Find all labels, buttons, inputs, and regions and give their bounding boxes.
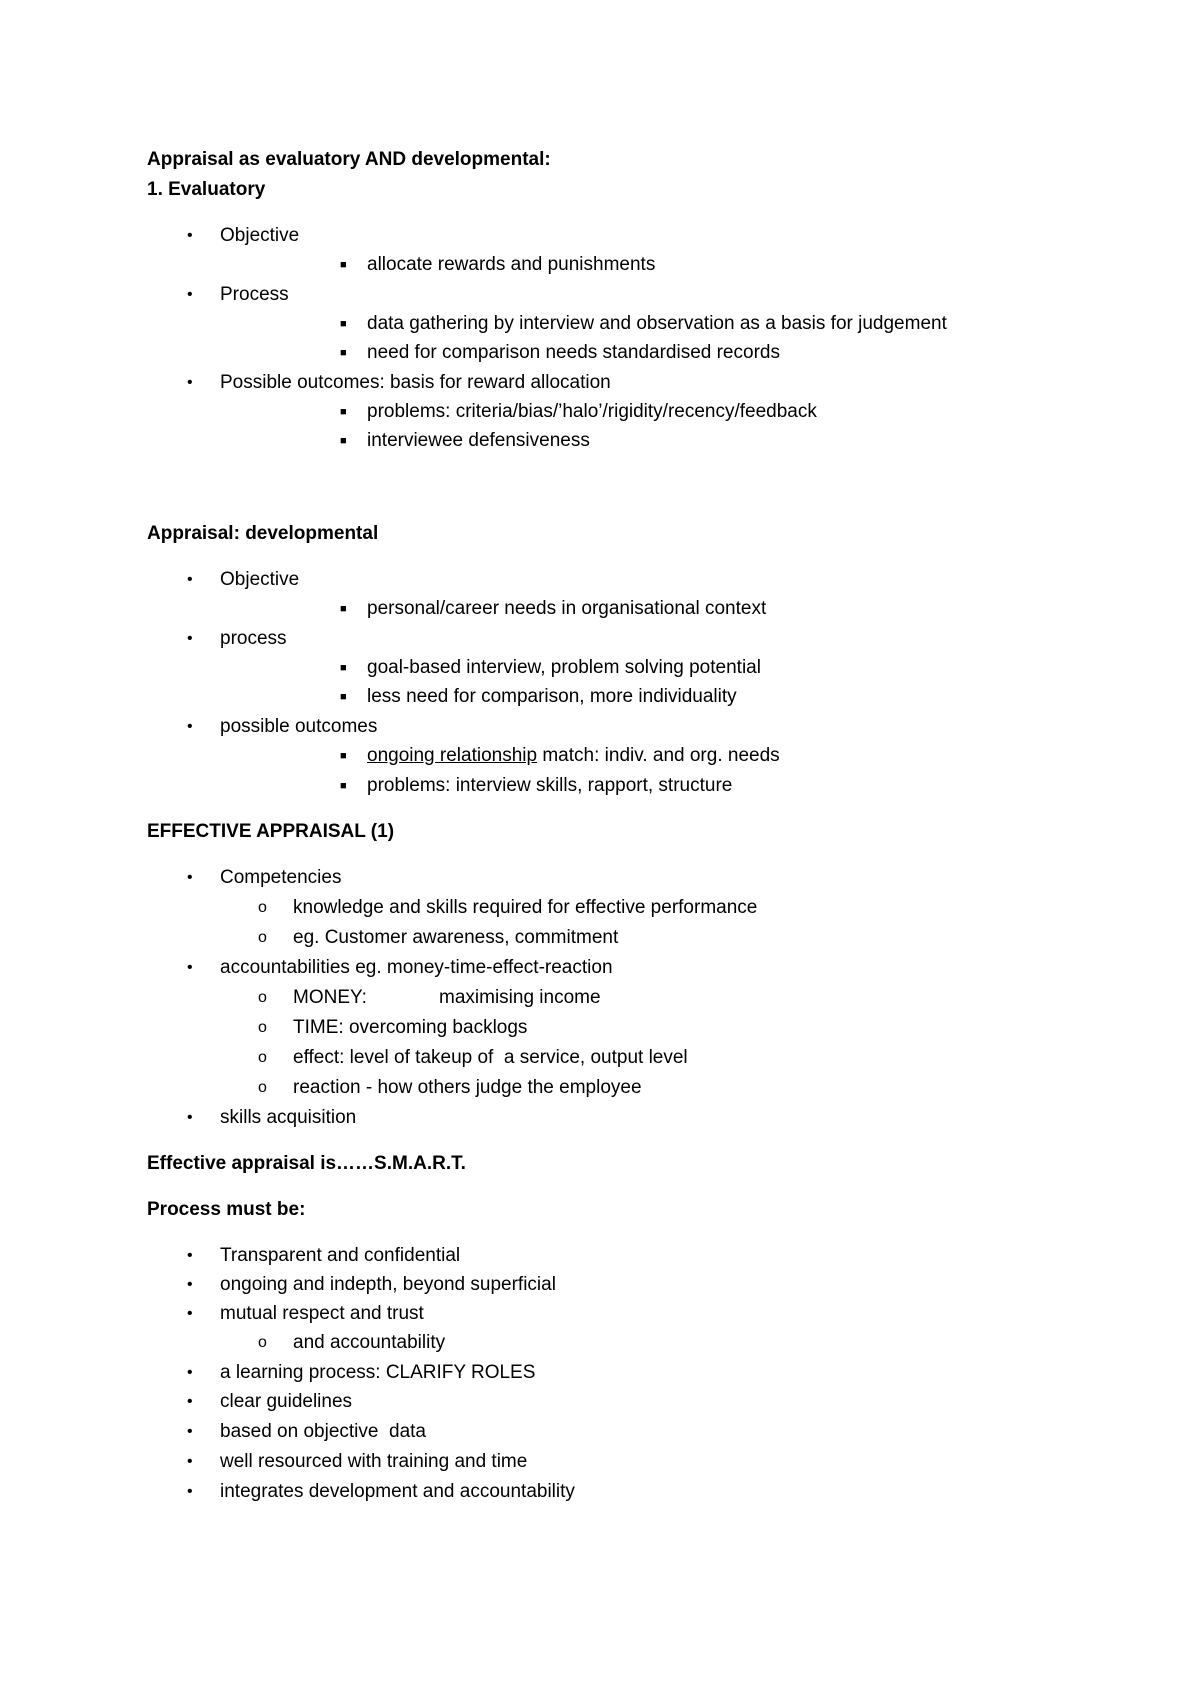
square-bullet-icon: ■ xyxy=(340,603,347,615)
bullet-icon: • xyxy=(187,571,193,588)
list-item: ongoing and indepth, beyond superficial xyxy=(220,1274,556,1295)
list-item: goal-based interview, problem solving potential xyxy=(367,657,761,678)
bullet-icon: • xyxy=(187,1393,193,1410)
bullet-icon: • xyxy=(187,630,193,647)
list-item: process xyxy=(220,628,287,649)
list-item xyxy=(367,744,780,768)
heading-appraisal-developmental: Appraisal: developmental xyxy=(147,523,379,544)
list-item: personal/career needs in organisational context xyxy=(367,598,767,619)
square-bullet-icon: ■ xyxy=(340,780,347,792)
circle-bullet-icon: o xyxy=(258,989,267,1006)
underlined-text: ongoing relationship xyxy=(367,745,538,766)
list-item: skills acquisition xyxy=(220,1107,357,1128)
list-item: less need for comparison, more individuality xyxy=(367,686,737,707)
list-item-label: MONEY: xyxy=(293,987,367,1008)
square-bullet-icon: ■ xyxy=(340,750,347,762)
bullet-icon: • xyxy=(187,1276,193,1293)
circle-bullet-icon: o xyxy=(258,1334,267,1351)
list-item-text: match: indiv. and org. needs xyxy=(537,745,780,766)
smart-statement: Effective appraisal is……S.M.A.R.T. xyxy=(147,1153,466,1174)
list-item: integrates development and accountability xyxy=(220,1481,575,1502)
list-item: data gathering by interview and observation as a basis for judgement xyxy=(367,313,947,334)
bullet-icon: • xyxy=(187,1247,193,1264)
square-bullet-icon: ■ xyxy=(340,259,347,271)
list-item: possible outcomes xyxy=(220,716,378,737)
list-item: effect: level of takeup of a service, output level xyxy=(293,1047,688,1068)
square-bullet-icon: ■ xyxy=(340,318,347,330)
bullet-icon: • xyxy=(187,1305,193,1322)
list-item: Process xyxy=(220,284,289,305)
list-item: problems: interview skills, rapport, structure xyxy=(367,775,733,796)
bullet-icon: • xyxy=(187,1423,193,1440)
bullet-icon: • xyxy=(187,959,193,976)
list-item: a learning process: CLARIFY ROLES xyxy=(220,1362,536,1383)
subheading-evaluatory: 1. Evaluatory xyxy=(147,179,266,200)
list-item: interviewee defensiveness xyxy=(367,430,590,451)
heading-appraisal-evaluatory-developmental: Appraisal as evaluatory AND developmental: xyxy=(147,149,551,170)
list-item: well resourced with training and time xyxy=(220,1451,528,1472)
list-item: and accountability xyxy=(293,1332,446,1353)
circle-bullet-icon: o xyxy=(258,1049,267,1066)
list-item: Transparent and confidential xyxy=(220,1245,461,1266)
list-item: based on objective data xyxy=(220,1421,426,1442)
circle-bullet-icon: o xyxy=(258,1079,267,1096)
list-item: Objective xyxy=(220,225,300,246)
circle-bullet-icon: o xyxy=(258,1019,267,1036)
bullet-icon: • xyxy=(187,1483,193,1500)
circle-bullet-icon: o xyxy=(258,899,267,916)
list-item: mutual respect and trust xyxy=(220,1303,424,1324)
square-bullet-icon: ■ xyxy=(340,691,347,703)
bullet-icon: • xyxy=(187,869,193,886)
list-item: TIME: overcoming backlogs xyxy=(293,1017,528,1038)
list-item: eg. Customer awareness, commitment xyxy=(293,927,619,948)
bullet-icon: • xyxy=(187,1109,193,1126)
bullet-icon: • xyxy=(187,718,193,735)
list-item: allocate rewards and punishments xyxy=(367,254,656,275)
bullet-icon: • xyxy=(187,1453,193,1470)
list-item: reaction - how others judge the employee xyxy=(293,1077,642,1098)
heading-effective-appraisal: EFFECTIVE APPRAISAL (1) xyxy=(147,821,395,842)
square-bullet-icon: ■ xyxy=(340,662,347,674)
circle-bullet-icon: o xyxy=(258,929,267,946)
list-item: Possible outcomes: basis for reward allocation xyxy=(220,372,611,393)
list-item: Competencies xyxy=(220,867,342,888)
list-item: Objective xyxy=(220,569,300,590)
list-item: clear guidelines xyxy=(220,1391,353,1412)
list-item: need for comparison needs standardised records xyxy=(367,342,780,363)
heading-process-must-be: Process must be: xyxy=(147,1199,306,1220)
list-item: problems: criteria/bias/’halo’/rigidity/recency/feedback xyxy=(367,401,817,422)
list-item: knowledge and skills required for effective performance xyxy=(293,897,758,918)
bullet-icon: • xyxy=(187,227,193,244)
list-item-value: maximising income xyxy=(439,987,601,1008)
list-item: accountabilities eg. money-time-effect-reaction xyxy=(220,957,613,978)
bullet-icon: • xyxy=(187,374,193,391)
square-bullet-icon: ■ xyxy=(340,347,347,359)
square-bullet-icon: ■ xyxy=(340,435,347,447)
bullet-icon: • xyxy=(187,1364,193,1381)
square-bullet-icon: ■ xyxy=(340,406,347,418)
bullet-icon: • xyxy=(187,286,193,303)
